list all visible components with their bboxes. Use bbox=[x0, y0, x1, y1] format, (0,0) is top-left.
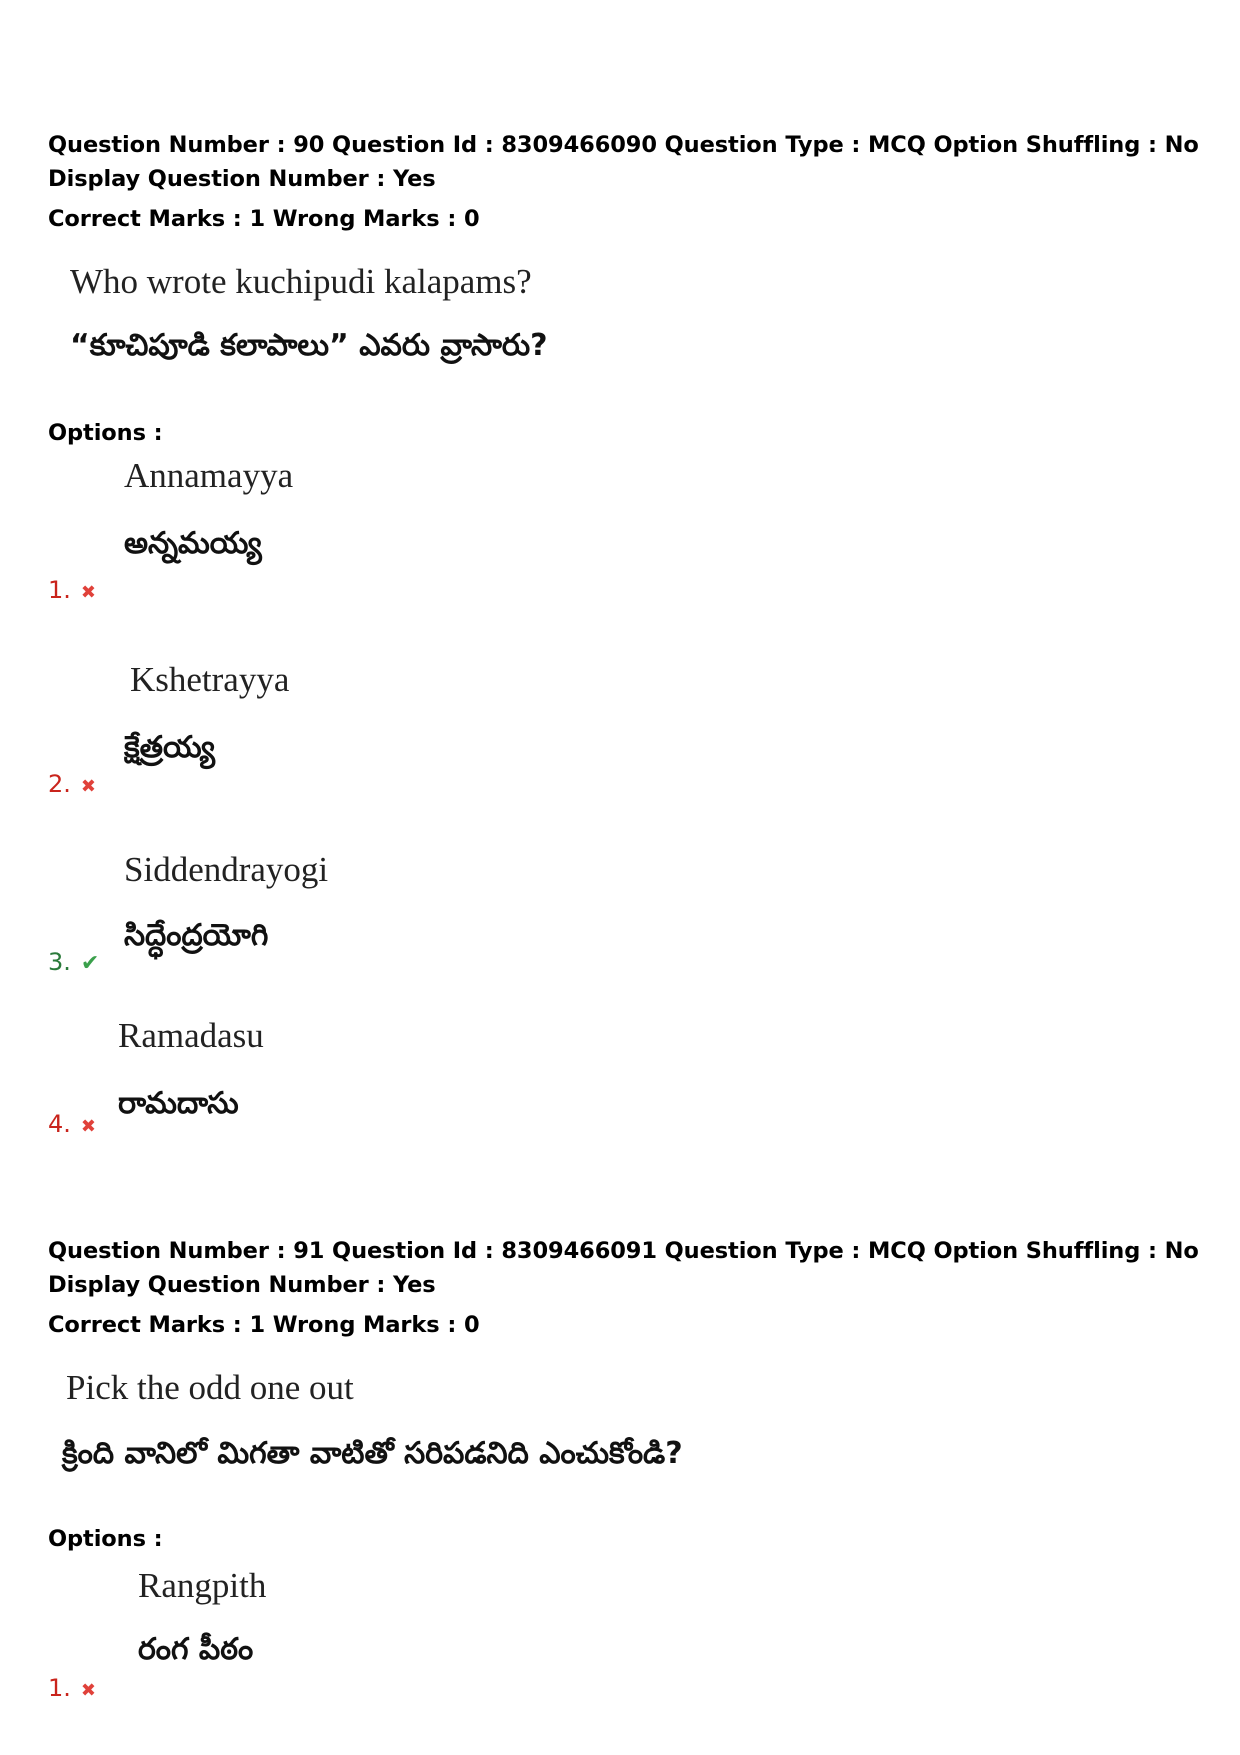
q91-option-1-text-te: రంగ పీఠం bbox=[138, 1632, 254, 1667]
cross-icon: ✖ bbox=[80, 1116, 96, 1137]
check-icon: ✔ bbox=[80, 951, 100, 976]
question-91-meta-line1: Question Number : 91 Question Id : 8309466091 Question Type : MCQ Option Shuffling : No bbox=[48, 1238, 1199, 1264]
q90-option-4-text-en: Ramadasu bbox=[118, 1016, 264, 1055]
option-number: 1. bbox=[48, 576, 71, 604]
q90-option-2-text-te: క్షేత్రయ్య bbox=[124, 730, 215, 765]
question-90-marks: Correct Marks : 1 Wrong Marks : 0 bbox=[48, 206, 480, 232]
question-91-text-te: క్రింది వానిలో మిగతా వాటితో సరిపడనిది ఎంచుకోండి? bbox=[62, 1436, 683, 1471]
q90-option-1-text-en: Annamayya bbox=[124, 456, 294, 495]
q90-option-2-text-en: Kshetrayya bbox=[130, 660, 290, 699]
question-91-meta-line2: Display Question Number : Yes bbox=[48, 1272, 436, 1298]
q91-option-1-number bbox=[48, 1674, 96, 1702]
q90-option-3-text-en: Siddendrayogi bbox=[124, 850, 329, 889]
q91-option-1-text-en: Rangpith bbox=[138, 1566, 267, 1605]
option-number: 2. bbox=[48, 770, 71, 798]
question-90-meta-line2: Display Question Number : Yes bbox=[48, 166, 436, 192]
cross-icon: ✖ bbox=[80, 776, 96, 797]
q90-option-3-number bbox=[48, 948, 99, 976]
question-90-text-te: “కూచిపూడి కలాపాలు” ఎవరు వ్రాసారు? bbox=[70, 328, 548, 363]
question-90-options-label: Options : bbox=[48, 420, 163, 446]
q90-option-3-text-te: సిద్ధేంద్రయోగి bbox=[124, 918, 269, 953]
option-number: 3. bbox=[48, 948, 71, 976]
cross-icon: ✖ bbox=[80, 582, 96, 603]
q90-option-4-text-te: రామదాసు bbox=[118, 1086, 239, 1121]
question-90-text-en: Who wrote kuchipudi kalapams? bbox=[70, 262, 532, 301]
question-91-text-en: Pick the odd one out bbox=[66, 1368, 354, 1407]
question-91-marks: Correct Marks : 1 Wrong Marks : 0 bbox=[48, 1312, 480, 1338]
question-90-meta-line1: Question Number : 90 Question Id : 8309466090 Question Type : MCQ Option Shuffling : No bbox=[48, 132, 1199, 158]
option-number: 4. bbox=[48, 1110, 71, 1138]
cross-icon: ✖ bbox=[80, 1680, 96, 1701]
q90-option-1-text-te: అన్నమయ్య bbox=[124, 526, 262, 561]
q90-option-2-number bbox=[48, 770, 96, 798]
option-number: 1. bbox=[48, 1674, 71, 1702]
question-91-options-label: Options : bbox=[48, 1526, 163, 1552]
q90-option-1-number bbox=[48, 576, 96, 604]
q90-option-4-number bbox=[48, 1110, 96, 1138]
